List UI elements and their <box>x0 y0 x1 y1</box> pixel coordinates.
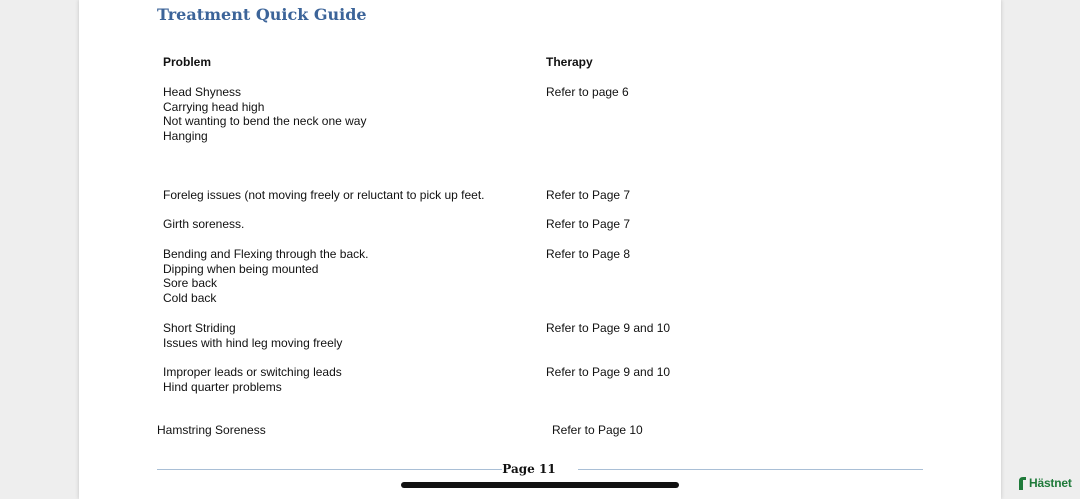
footer-rule-left <box>157 469 502 470</box>
therapy-cell: Refer to Page 7 <box>546 188 631 202</box>
problem-line: Carrying head high <box>163 99 265 114</box>
footer-rule-right <box>578 469 923 470</box>
therapy-cell: Refer to Page 10 <box>552 423 643 437</box>
document-page <box>79 0 1001 499</box>
problem-cell <box>163 188 485 203</box>
problem-line: Head Shyness <box>163 85 242 99</box>
therapy-cell: Refer to Page 9 and 10 <box>546 365 671 379</box>
therapy-cell: Refer to Page 8 <box>546 247 631 261</box>
problem-cell <box>157 423 266 438</box>
problem-line: Dipping when being mounted <box>163 261 319 276</box>
problem-cell <box>163 85 366 144</box>
problem-line: Bending and Flexing through the back. <box>163 247 369 261</box>
problem-line: Sore back <box>163 276 218 291</box>
therapy-cell: Refer to page 6 <box>546 85 629 99</box>
problem-column-header: Problem <box>163 55 212 69</box>
problem-line: Hamstring Soreness <box>157 423 266 437</box>
brand-name: Hästnet <box>1029 476 1072 490</box>
problem-line: Short Striding <box>163 321 236 335</box>
problem-line: Issues with hind leg moving freely <box>163 335 343 350</box>
therapy-column-header: Therapy <box>546 55 593 69</box>
therapy-cell: Refer to Page 9 and 10 <box>546 321 671 335</box>
problem-cell <box>163 217 244 232</box>
problem-line: Not wanting to bend the neck one way <box>163 114 367 129</box>
document-title: Treatment Quick Guide <box>157 5 367 24</box>
home-indicator-bar[interactable] <box>401 482 679 488</box>
problem-cell <box>163 365 342 394</box>
problem-line: Hanging <box>163 129 208 144</box>
problem-line: Improper leads or switching leads <box>163 365 342 379</box>
problem-line: Hind quarter problems <box>163 379 282 394</box>
horse-icon <box>1018 476 1027 490</box>
therapy-cell: Refer to Page 7 <box>546 217 631 231</box>
problem-line: Foreleg issues (not moving freely or reluctant to pick up feet. <box>163 188 485 202</box>
problem-cell <box>163 247 368 306</box>
brand-watermark <box>1018 475 1072 491</box>
problem-line: Girth soreness. <box>163 217 245 231</box>
page-number: Page 11 <box>502 462 556 476</box>
problem-cell <box>163 321 342 350</box>
problem-line: Cold back <box>163 291 217 306</box>
